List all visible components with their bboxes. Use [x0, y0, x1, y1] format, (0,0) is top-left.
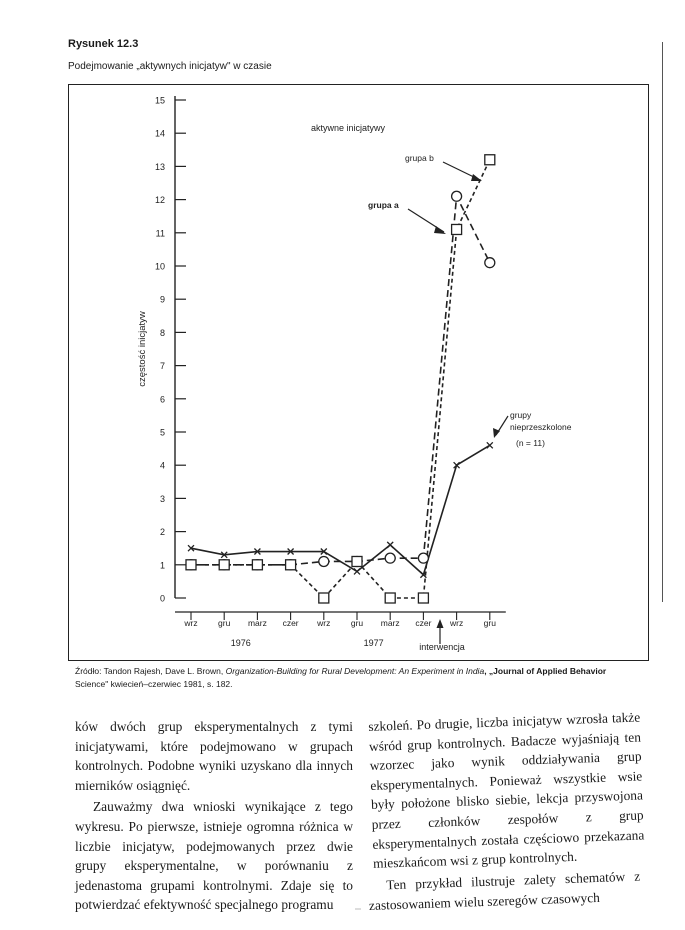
data-point-circle [319, 556, 329, 566]
chart-title: aktywne inicjatywy [310, 123, 386, 133]
y-axis-label: częstość inicjatyw [137, 311, 148, 387]
y-tick-label: 15 [154, 95, 165, 106]
data-point-square [286, 560, 296, 570]
page-margin-rule [662, 42, 663, 602]
y-tick-label: 6 [159, 394, 165, 405]
data-point-square [452, 224, 462, 234]
figure-label: Rysunek 12.3 [68, 38, 139, 50]
data-point-circle [452, 191, 462, 201]
paragraph: szkoleń. Po drugie, liczba inicjatyw wzrosła także wśród grup kontrolnych. Badacze wyjaśniają ten wzorzec jako wynik oddziaływania grup eksperymentalnych. Ponieważ wszystkie wsie były położone blisko siebie, lekcja przyswojona przez członków zespołów z grup eksperymentalnych została częściowo przekazana mieszkańcom wsi z grup kontrolnych. [368, 709, 645, 872]
data-point-square [219, 560, 229, 570]
series-line-2 [191, 160, 490, 598]
source-journal: , „Journal of Applied Behavior [484, 666, 607, 676]
x-tick-label: marz [247, 618, 267, 628]
body-column-right [368, 709, 645, 915]
data-point-x [387, 542, 393, 548]
data-point-square [319, 593, 329, 603]
data-point-square [485, 155, 495, 165]
annotation-arrowhead-b [471, 174, 482, 181]
data-point-circle [485, 258, 495, 268]
annotation-group-b: grupa b [405, 153, 434, 163]
source-line2: Science" kwiecień–czerwiec 1981, s. 182. [75, 679, 233, 689]
data-point-square [252, 560, 262, 570]
paragraph: Zauważmy dwa wnioski wynikające z tego wykresu. Po pierwsze, istnieje ogromna różnica w liczbie inicjatyw, podejmowanych przez dwie grupy eksperymentalne, w porównaniu z jedenastoma grupami kontrolnymi. Zdaje się to potwierdzać efektywność specjalnego programu [75, 799, 353, 913]
y-tick-label: 14 [154, 128, 165, 139]
y-tick-label: 4 [159, 460, 165, 471]
y-tick-label: 0 [159, 593, 165, 604]
y-tick-label: 11 [155, 228, 165, 239]
data-point-square [352, 556, 362, 566]
intervention-arrow-head [437, 619, 444, 628]
y-tick-label: 13 [154, 161, 165, 172]
year-label: 1976 [230, 638, 251, 648]
data-point-circle [385, 553, 395, 563]
y-tick-label: 3 [159, 493, 165, 504]
source-prefix: Źródło: Tandon Rajesh, Dave L. Brown, [75, 666, 226, 676]
figure-source [75, 665, 655, 691]
year-label: 1977 [363, 638, 384, 648]
series-line-3 [191, 445, 490, 574]
page-mark [355, 908, 361, 910]
y-tick-label: 12 [154, 195, 165, 206]
y-tick-label: 8 [159, 327, 165, 338]
x-tick-label: wrz [449, 618, 464, 628]
y-tick-label: 2 [159, 527, 165, 538]
paragraph: ków dwóch grup eksperymentalnych z tymi inicjatywami, które podejmowano w grupach kontrolnych. Podobne wyniki uzyskano dla innych mierników osiągnięć. [75, 719, 353, 793]
data-point-x [354, 568, 360, 574]
annotation-group-a: grupa a [368, 200, 399, 210]
data-point-x [487, 442, 493, 448]
x-tick-label: wrz [317, 618, 331, 628]
figure-caption: Podejmowanie „aktywnych inicjatyw" w czasie [68, 61, 272, 72]
y-tick-label: 5 [159, 427, 165, 438]
data-point-square [418, 593, 428, 603]
y-tick-label: 1 [159, 560, 165, 571]
data-point-circle [418, 553, 428, 563]
y-tick-label: 9 [159, 294, 165, 305]
line-chart [68, 84, 649, 661]
x-tick-label: czer [282, 618, 299, 628]
annotation-untrained-n: (n = 11) [516, 438, 545, 448]
body-column-left [75, 717, 353, 915]
x-tick-label: wrz [184, 618, 198, 628]
annotation-arrowhead-a [434, 226, 446, 234]
paragraph: Ten przykład ilustruje zalety schematów z zastosowaniem wielu szeregów czasowych [368, 868, 641, 913]
annotation-untrained: grupy [510, 410, 532, 420]
x-tick-label: marz [380, 618, 400, 628]
annotation-untrained: nieprzeszkolone [510, 422, 572, 432]
source-title: Organization-Building for Rural Development: An Experiment in India [225, 666, 485, 676]
y-tick-label: 10 [154, 261, 165, 272]
series-line-1 [191, 196, 490, 565]
data-point-square [385, 593, 395, 603]
y-tick-label: 7 [159, 361, 165, 372]
x-tick-label: gru [218, 618, 231, 628]
x-tick-label: gru [350, 618, 364, 628]
data-point-square [186, 560, 196, 570]
x-tick-label: gru [483, 618, 496, 628]
intervention-label: interwencja [419, 642, 465, 652]
x-tick-label: czer [415, 618, 432, 628]
